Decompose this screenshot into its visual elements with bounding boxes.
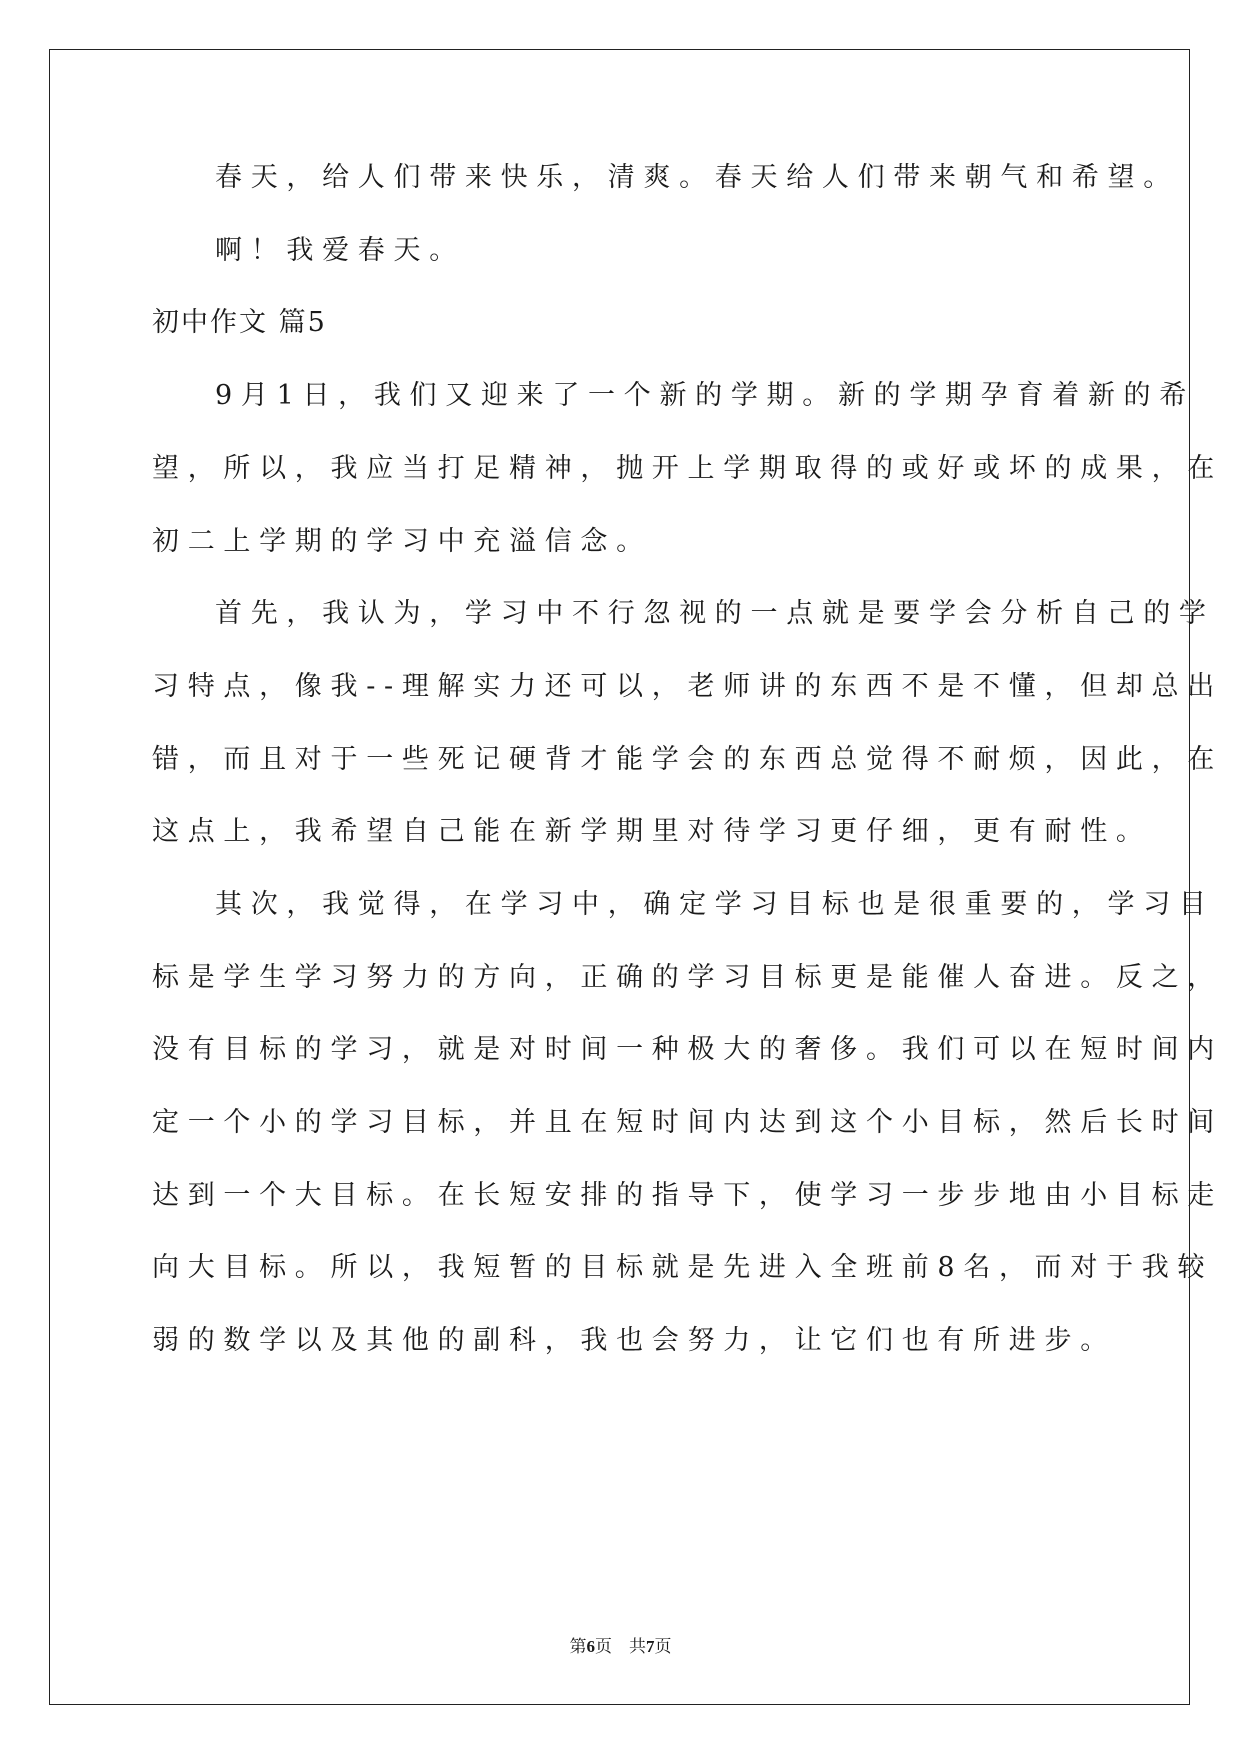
text-line: 标是学生学习努力的方向，正确的学习目标更是能催人奋进。反之， (152, 962, 1223, 993)
text-line: 错，而且对于一些死记硬背才能学会的东西总觉得不耐烦，因此，在 (152, 744, 1223, 775)
text-line: 弱的数学以及其他的副科，我也会努力，让它们也有所进步。 (152, 1325, 1116, 1356)
page-footer (0, 1632, 1241, 1657)
text-line: 望，所以，我应当打足精神，抛开上学期取得的或好或坏的成果，在 (152, 453, 1223, 484)
text-line: 啊！我爱春天。 (215, 235, 465, 266)
text-line: 这点上，我希望自己能在新学期里对待学习更仔细，更有耐性。 (152, 816, 1152, 847)
text-line: 春天，给人们带来快乐，清爽。春天给人们带来朝气和希望。 (215, 162, 1179, 193)
text-line: 初二上学期的学习中充溢信念。 (152, 526, 652, 557)
text-line: 其次，我觉得，在学习中，确定学习目标也是很重要的，学习目 (215, 889, 1215, 920)
page-mid: 页 共 (595, 1637, 646, 1657)
text-line: 达到一个大目标。在长短安排的指导下，使学习一步步地由小目标走 (152, 1180, 1223, 1211)
text-line: 首先，我认为，学习中不行忽视的一点就是要学会分析自己的学 (215, 598, 1215, 629)
text-line: 没有目标的学习，就是对时间一种极大的奢侈。我们可以在短时间内 (152, 1034, 1223, 1065)
page-border (49, 49, 1190, 1705)
page-suffix: 页 (654, 1637, 672, 1657)
page-current-number: 6 (586, 1637, 595, 1656)
text-line: 向大目标。所以，我短暂的目标就是先进入全班前8名，而对于我较 (152, 1252, 1214, 1283)
section-heading: 初中作文 篇5 (152, 307, 327, 338)
text-line: 定一个小的学习目标，并且在短时间内达到这个小目标，然后长时间 (152, 1107, 1223, 1138)
page-total-number: 7 (646, 1637, 655, 1656)
text-line: 习特点，像我--理解实力还可以，老师讲的东西不是不懂，但却总出 (152, 671, 1223, 702)
page-prefix: 第 (569, 1637, 587, 1657)
text-line: 9月1日，我们又迎来了一个新的学期。新的学期孕育着新的希 (215, 380, 1195, 411)
